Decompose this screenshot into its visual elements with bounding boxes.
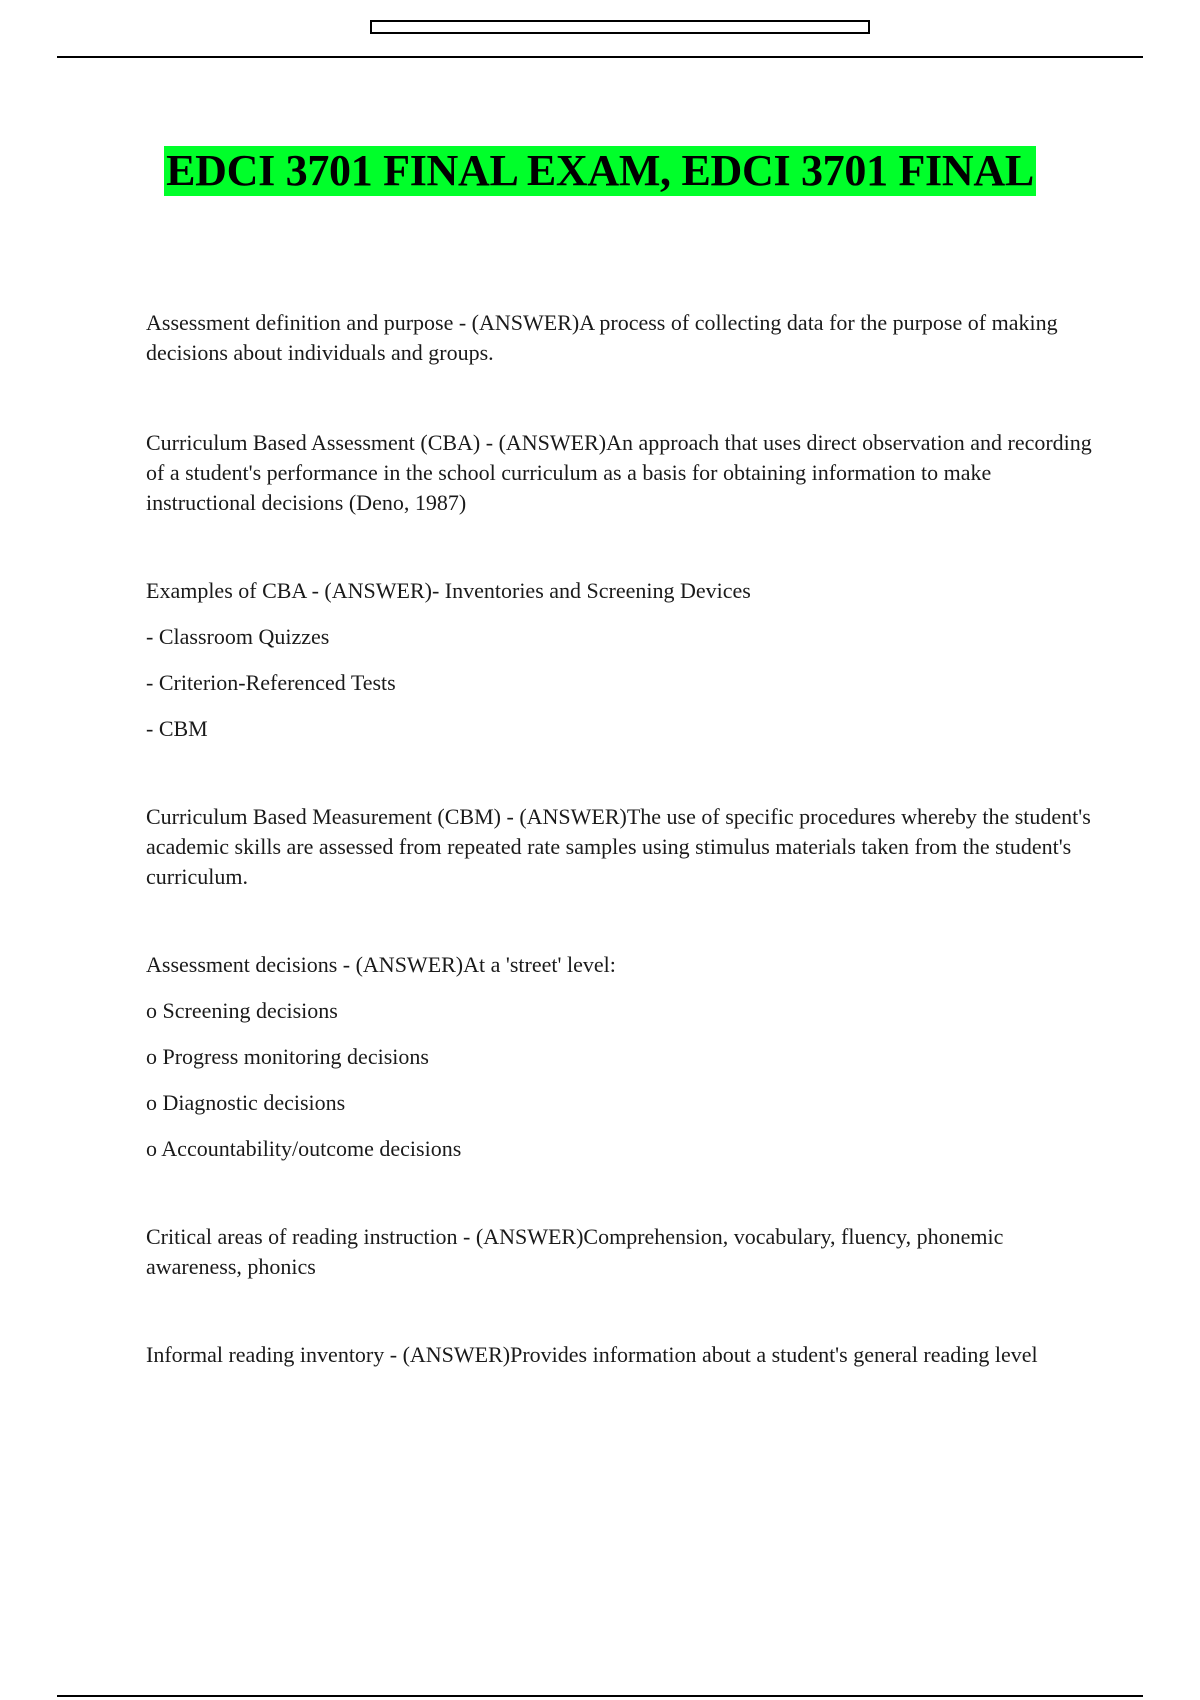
qa-text: Critical areas of reading instruction - (ANSWER)Comprehension, vocabulary, fluency, phonemic awareness, phonics: [146, 1224, 1004, 1279]
qa-subitem: o Diagnostic decisions: [146, 1090, 346, 1115]
qa-text: Assessment definition and purpose - (ANSWER)A process of collecting data for the purpose of making decisions about individuals and groups.: [146, 310, 1058, 365]
qa-item: [146, 308, 1096, 368]
qa-text: Informal reading inventory - (ANSWER)Provides information about a student's general reading level: [146, 1342, 1038, 1367]
qa-subitem: - Criterion-Referenced Tests: [146, 670, 396, 695]
qa-text: Examples of CBA - (ANSWER)- Inventories and Screening Devices: [146, 578, 751, 603]
qa-subitem: o Accountability/outcome decisions: [146, 1136, 462, 1161]
bottom-rule: [57, 1695, 1143, 1697]
qa-item: [146, 802, 1096, 892]
qa-text: Curriculum Based Measurement (CBM) - (ANSWER)The use of specific procedures whereby the student's academic skills are assessed from repeated rate samples using stimulus materials taken from the student's curriculum.: [146, 804, 1091, 889]
qa-subitem: o Progress monitoring decisions: [146, 1044, 429, 1069]
document-body: [146, 308, 1096, 1426]
title-container: [0, 146, 1200, 196]
header-box: [370, 20, 870, 34]
qa-subitem: o Screening decisions: [146, 998, 338, 1023]
qa-item: [146, 1340, 1096, 1370]
qa-item: [146, 950, 1096, 1164]
top-rule: [57, 56, 1143, 58]
document-title: EDCI 3701 FINAL EXAM, EDCI 3701 FINAL: [166, 146, 1034, 195]
qa-item: [146, 576, 1096, 744]
qa-text: Curriculum Based Assessment (CBA) - (ANSWER)An approach that uses direct observation and recording of a student's performance in the school curriculum as a basis for obtaining information to make instructional decisions (Deno, 1987): [146, 430, 1092, 515]
qa-item: [146, 428, 1096, 518]
qa-item: [146, 1222, 1096, 1282]
qa-subitem: - CBM: [146, 716, 208, 741]
qa-text: Assessment decisions - (ANSWER)At a 'street' level:: [146, 952, 616, 977]
qa-subitem: - Classroom Quizzes: [146, 624, 330, 649]
